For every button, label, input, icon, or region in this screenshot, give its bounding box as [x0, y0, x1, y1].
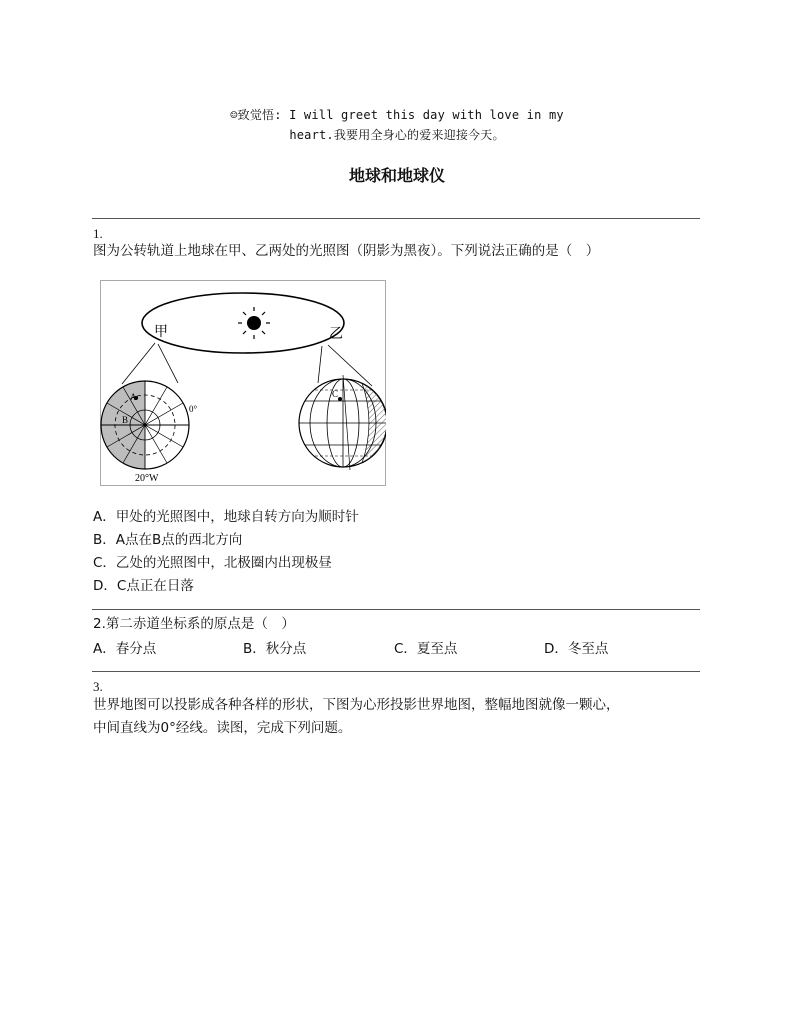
label-0-degree: 0°	[189, 404, 198, 414]
q1-option-b: B．A点在B点的西北方向	[93, 532, 243, 548]
page-title: 地球和地球仪	[348, 166, 445, 185]
divider-q3	[92, 671, 700, 672]
label-point-c: C	[332, 389, 339, 399]
q3-number: 3.	[93, 679, 103, 694]
divider-q2	[92, 609, 700, 610]
q1-figure-illumination	[100, 280, 386, 486]
q1-option-a: A．甲处的光照图中，地球自转方向为顺时针	[93, 509, 359, 525]
q2-stem: 2.第二赤道坐标系的原点是（ ）	[93, 616, 295, 632]
q1-stem: 图为公转轨道上地球在甲、乙两处的光照图（阴影为黑夜）。下列说法正确的是（ ）	[93, 243, 600, 259]
q3-line-2: 中间直线为0°经线。读图，完成下列问题。	[93, 720, 352, 736]
q1-option-c: C．乙处的光照图中，北极圈内出现极昼	[93, 555, 332, 571]
q2-option-b: B．秋分点	[243, 641, 307, 657]
divider-q1	[92, 218, 700, 219]
label-yi: 乙	[329, 327, 343, 342]
motto-line-2: heart.我要用全身心的爱来迎接今天。	[289, 128, 505, 142]
label-jia: 甲	[154, 325, 168, 340]
q1-option-d: D．C点正在日落	[93, 578, 194, 594]
q3-line-1: 世界地图可以投影成各种各样的形状，下图为心形投影世界地图，整幅地图就像一颗心，	[93, 697, 620, 713]
motto-line-1: ☺致觉悟: I will greet this day with love in my	[230, 108, 564, 122]
q1-number: 1.	[93, 226, 103, 241]
q2-option-a: A．春分点	[93, 641, 157, 657]
label-point-b: B	[122, 415, 129, 425]
label-point-a: A	[130, 392, 137, 402]
q2-option-c: C．夏至点	[394, 641, 458, 657]
label-20w: 20°W	[135, 473, 159, 484]
q2-option-d: D．冬至点	[544, 641, 609, 657]
